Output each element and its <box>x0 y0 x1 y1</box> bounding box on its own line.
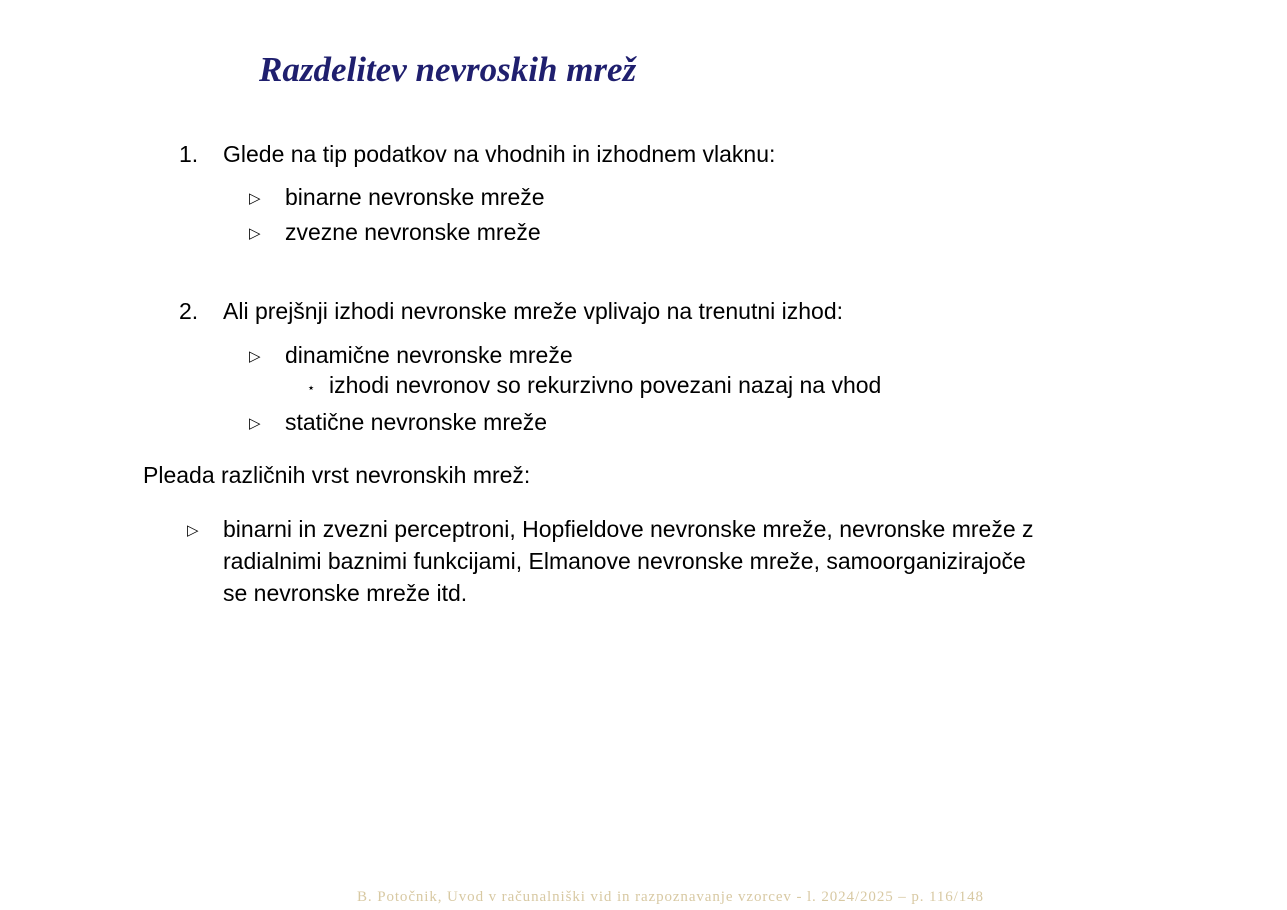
overview-heading: Pleada različnih vrst nevronskih mrež: <box>143 462 531 488</box>
list-item-text: Ali prejšnji izhodi nevronske mreže vplivajo na trenutni izhod: <box>223 298 844 324</box>
slide-footer: B. Potočnik, Uvod v računalniški vid in razpoznavanje vzorcev - l. 2024/2025 – p. 116/148 <box>357 889 984 905</box>
list-number: 2. <box>179 298 199 324</box>
triangle-bullet-icon: ▷ <box>249 189 261 207</box>
sub-item-text: statične nevronske mreže <box>285 409 548 435</box>
sub-item-text: dinamične nevronske mreže <box>285 342 573 368</box>
star-bullet-icon: ⋆ <box>307 381 316 396</box>
triangle-bullet-icon: ▷ <box>249 347 261 365</box>
sub-item-text: binarne nevronske mreže <box>285 184 545 210</box>
overview-line: se nevronske mreže itd. <box>223 580 468 606</box>
slide-title: Razdelitev nevroskih mrež <box>259 50 637 89</box>
triangle-bullet-icon: ▷ <box>187 521 199 539</box>
triangle-bullet-icon: ▷ <box>249 414 261 432</box>
sub-item-text: zvezne nevronske mreže <box>285 219 541 245</box>
overview-line: binarni in zvezni perceptroni, Hopfieldove nevronske mreže, nevronske mreže z <box>223 516 1034 542</box>
list-number: 1. <box>179 141 199 167</box>
triangle-bullet-icon: ▷ <box>249 224 261 242</box>
sub-sub-item-text: izhodi nevronov so rekurzivno povezani nazaj na vhod <box>329 372 882 398</box>
overview-line: radialnimi baznimi funkcijami, Elmanove nevronske mreže, samoorganizirajoče <box>223 548 1026 574</box>
list-item-text: Glede na tip podatkov na vhodnih in izhodnem vlaknu: <box>223 141 776 167</box>
